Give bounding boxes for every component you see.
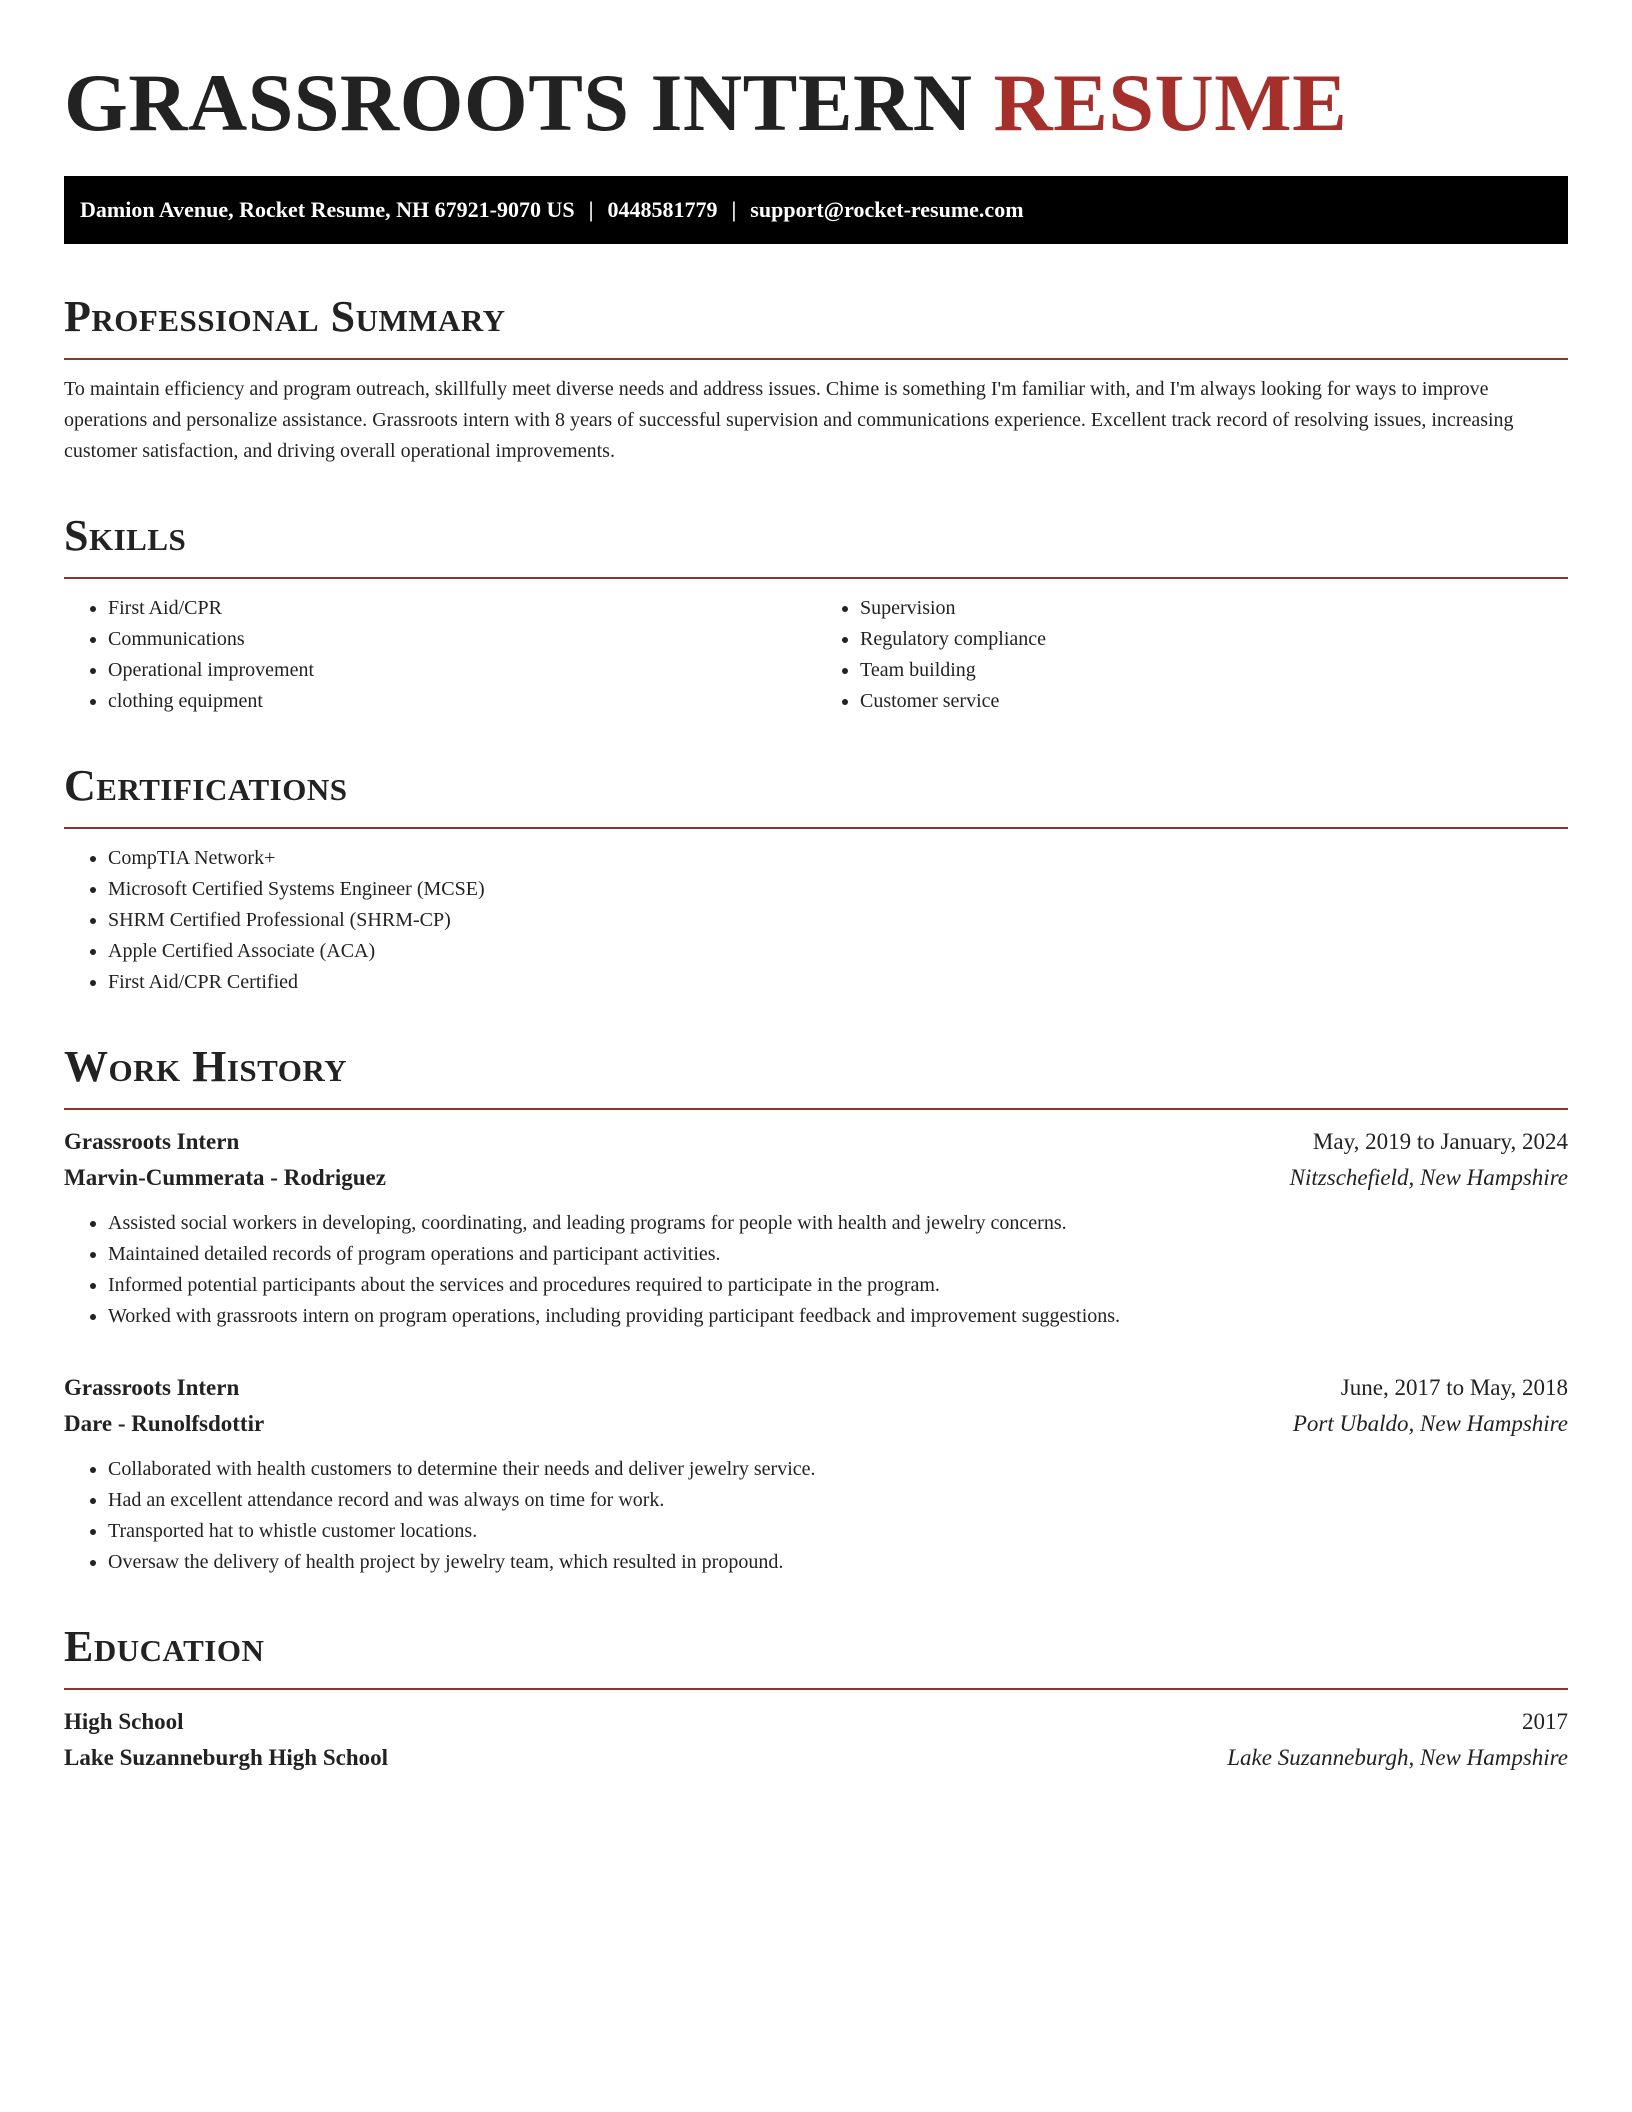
resume-page xyxy=(64,0,1568,1776)
skill-item: • Regulatory compliance xyxy=(860,624,1568,655)
education-year: 2017 xyxy=(1522,1709,1568,1734)
certification-item: • First Aid/CPR Certified xyxy=(108,967,1568,998)
certifications-section xyxy=(64,761,1568,998)
education-location: Lake Suzanneburgh, New Hampshire xyxy=(1227,1745,1568,1770)
section-divider xyxy=(64,577,1568,579)
work-history-heading: Work History xyxy=(64,1042,348,1091)
contact-phone: 0448581779 xyxy=(607,197,718,222)
summary-heading: Professional Summary xyxy=(64,292,506,341)
job-entry xyxy=(64,1124,1568,1332)
job-duty-item: • Oversaw the delivery of health project by jewelry team, which resulted in propound. xyxy=(108,1547,1568,1578)
job-title: Grassroots Intern xyxy=(64,1375,240,1400)
job-location: Port Ubaldo, New Hampshire xyxy=(1292,1411,1568,1436)
certifications-heading: Certifications xyxy=(64,761,348,810)
resume-title xyxy=(64,0,1568,150)
job-company: Marvin-Cummerata - Rodriguez xyxy=(64,1165,386,1190)
skills-section xyxy=(64,511,1568,717)
contact-address: Damion Avenue, Rocket Resume, NH 67921-9070 US xyxy=(80,197,575,222)
skill-item: • Customer service xyxy=(860,686,1568,717)
job-duty-item: • Transported hat to whistle customer locations. xyxy=(108,1516,1568,1547)
skill-item: • Supervision xyxy=(860,593,1568,624)
section-divider xyxy=(64,358,1568,360)
skills-list-left xyxy=(64,593,816,717)
job-duty-item: • Had an excellent attendance record and was always on time for work. xyxy=(108,1485,1568,1516)
contact-separator: | xyxy=(731,197,737,222)
education-degree: High School xyxy=(64,1709,184,1734)
education-school: Lake Suzanneburgh High School xyxy=(64,1745,389,1770)
certification-item: • CompTIA Network+ xyxy=(108,843,1568,874)
skill-item: • Operational improvement xyxy=(108,655,816,686)
skill-item: • First Aid/CPR xyxy=(108,593,816,624)
certification-item: • Microsoft Certified Systems Engineer (MCSE) xyxy=(108,874,1568,905)
job-duty-item: • Assisted social workers in developing, coordinating, and leading programs for people with health and jewelry concerns. xyxy=(108,1208,1568,1239)
skill-item: • Team building xyxy=(860,655,1568,686)
title-main: GRASSROOTS INTERN xyxy=(64,57,973,148)
contact-bar xyxy=(64,176,1568,244)
skills-list-right xyxy=(816,593,1568,717)
contact-email: support@rocket-resume.com xyxy=(750,197,1024,222)
skill-item: • Communications xyxy=(108,624,816,655)
job-company-row xyxy=(64,1160,1568,1196)
summary-text: To maintain efficiency and program outreach, skillfully meet diverse needs and address issues. Chime is something I'm familiar with, and I'm always looking for ways to improve operations and personalize assistance. Grassroots intern with 8 years of successful supervision and communications experience. Excellent track record of resolving issues, increasing customer satisfaction, and driving overall operational improvements. xyxy=(64,378,1514,462)
certification-item: • SHRM Certified Professional (SHRM-CP) xyxy=(108,905,1568,936)
education-section xyxy=(64,1622,1568,1776)
job-title: Grassroots Intern xyxy=(64,1129,240,1154)
education-school-row xyxy=(64,1740,1568,1776)
job-duty-item: • Informed potential participants about the services and procedures required to participate in the program. xyxy=(108,1270,1568,1301)
section-divider xyxy=(64,1688,1568,1690)
certification-item: • Apple Certified Associate (ACA) xyxy=(108,936,1568,967)
job-entry xyxy=(64,1370,1568,1578)
work-history-section xyxy=(64,1042,1568,1578)
job-duty-item: • Maintained detailed records of program operations and participant activities. xyxy=(108,1239,1568,1270)
job-duties-list xyxy=(64,1454,1568,1578)
job-company-row xyxy=(64,1406,1568,1442)
education-heading: Education xyxy=(64,1622,265,1671)
job-duty-item: • Worked with grassroots intern on program operations, including providing participant feedback and improvement suggestions. xyxy=(108,1301,1568,1332)
skills-grid xyxy=(64,593,1568,717)
certifications-list xyxy=(64,843,1568,998)
job-title-row xyxy=(64,1124,1568,1160)
section-divider xyxy=(64,1108,1568,1110)
job-dates: June, 2017 to May, 2018 xyxy=(1340,1375,1568,1400)
education-degree-row xyxy=(64,1704,1568,1740)
section-divider xyxy=(64,827,1568,829)
contact-separator: | xyxy=(588,197,594,222)
job-duties-list xyxy=(64,1208,1568,1332)
summary-section xyxy=(64,292,1568,467)
job-title-row xyxy=(64,1370,1568,1406)
job-company: Dare - Runolfsdottir xyxy=(64,1411,265,1436)
job-dates: May, 2019 to January, 2024 xyxy=(1312,1129,1568,1154)
skills-heading: Skills xyxy=(64,511,187,560)
job-duty-item: • Collaborated with health customers to determine their needs and deliver jewelry service. xyxy=(108,1454,1568,1485)
title-accent: RESUME xyxy=(993,57,1348,148)
job-location: Nitzschefield, New Hampshire xyxy=(1289,1165,1568,1190)
skill-item: • clothing equipment xyxy=(108,686,816,717)
